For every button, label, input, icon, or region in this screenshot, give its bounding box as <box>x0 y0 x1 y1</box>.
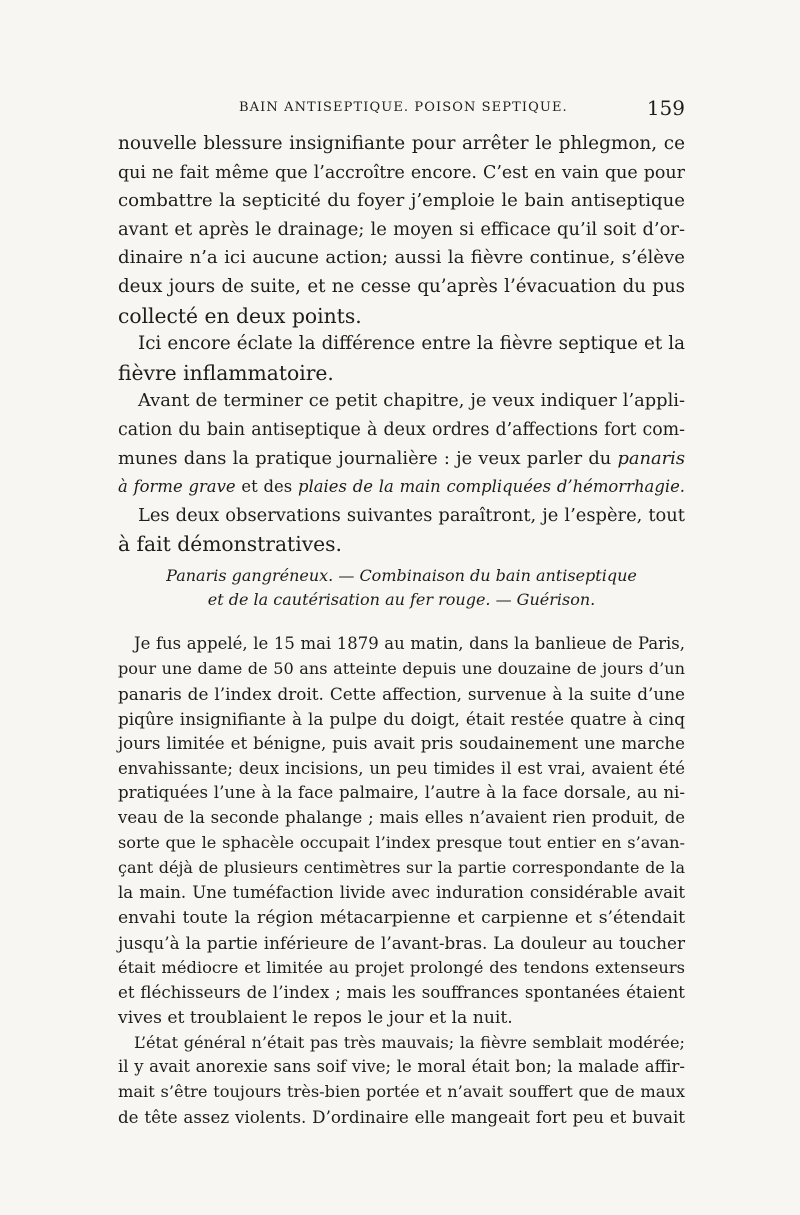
text-line: Ici encore éclate la différence entre la fièvre septique et la <box>138 333 685 355</box>
text-line: avant et après le drainage; le moyen si efficace qu’il soit d’or- <box>118 218 685 240</box>
text-line: envahissante; deux incisions, un peu timides il est vrai, avaient été <box>118 758 685 778</box>
text-line: dinaire n’a ici aucune action; aussi la fièvre continue, s’élève <box>118 247 685 269</box>
text-line: pratiquées l’une à la face palmaire, l’autre à la face dorsale, au ni- <box>118 783 685 803</box>
text-line: était médiocre et limitée au projet prolongé des tendons extenseurs <box>118 957 685 977</box>
running-title: BAIN ANTISEPTIQUE. POISON SEPTIQUE. <box>239 100 568 115</box>
text-line: vives et troublaient le repos le jour et la nuit. <box>118 1007 513 1028</box>
text-line-mixed <box>118 445 685 474</box>
text-line: il y avait anorexie sans soif vive; le moral était bon; la malade affir- <box>118 1057 685 1077</box>
text-line: la main. Une tuméfaction livide avec induration considérable avait <box>118 883 685 903</box>
text-line: panaris de l’index droit. Cette affection, survenue à la suite d’une <box>118 683 685 704</box>
text-run: munes dans la pratique journalière : je veux parler du <box>118 447 612 469</box>
heading-line: et de la cautérisation au fer rouge. — Guérison. <box>207 590 596 609</box>
running-head <box>118 96 685 122</box>
text-line: veau de la seconde phalange ; mais elles n’avaient rien produit, de <box>118 808 685 828</box>
text-run: et des <box>241 477 293 497</box>
text-line: nouvelle blessure insignifiante pour arrêter le phlegmon, ce <box>118 133 685 154</box>
section-heading <box>118 564 685 612</box>
page-number: 159 <box>646 96 685 120</box>
text-line: Avant de terminer ce petit chapitre, je veux indiquer l’appli- <box>138 390 685 412</box>
case-text-block <box>118 632 685 1130</box>
text-line: collecté en deux points. <box>118 303 362 328</box>
text-line: mait s’être toujours très-bien portée et n’avait souffert que de maux <box>118 1082 685 1102</box>
text-line: à fait démonstratives. <box>118 532 343 557</box>
text-line: et fléchisseurs de l’index ; mais les souffrances spontanées étaient <box>118 982 685 1002</box>
text-line: qui ne fait même que l’accroître encore. C’est en vain que pour <box>118 162 685 183</box>
text-line: çant déjà de plusieurs centimètres sur la partie correspondante de la <box>118 858 685 878</box>
text-line: pour une dame de 50 ans atteinte depuis une douzaine de jours d’un <box>118 658 685 678</box>
text-line: L’état général n’était pas très mauvais; la fièvre semblait modérée; <box>134 1032 685 1052</box>
text-line: deux jours de suite, et ne cesse qu’après l’évacuation du pus <box>118 275 685 297</box>
text-line: combattre la septicité du foyer j’emploie le bain antiseptique <box>118 190 685 212</box>
text-line: piqûre insignifiante à la pulpe du doigt, était restée quatre à cinq <box>118 708 685 729</box>
italic-term-forme-grave: à forme grave <box>118 477 236 497</box>
text-line: envahi toute la région métacarpienne et carpienne et s’étendait <box>118 907 685 928</box>
top-text-block <box>118 130 685 559</box>
text-line: fièvre inflammatoire. <box>118 360 334 385</box>
text-line: jours limitée et bénigne, puis avait pris soudainement une marche <box>118 733 685 753</box>
text-line: de tête assez violents. D’ordinaire elle mangeait fort peu et buvait <box>118 1107 685 1128</box>
italic-term-panaris: panaris <box>617 447 685 469</box>
text-line-mixed <box>118 473 685 502</box>
text-line: sorte que le sphacèle occupait l’index presque tout entier en s’avan- <box>118 833 685 853</box>
italic-term-plaies: plaies de la main compliquées d’hémorrhagie. <box>297 477 686 497</box>
text-line: jusqu’à la partie inférieure de l’avant-bras. La douleur au toucher <box>118 932 685 953</box>
heading-line: Panaris gangréneux. — Combinaison du bain antiseptique <box>166 566 637 585</box>
text-line: Les deux observations suivantes paraîtront, je l’espère, tout <box>138 504 685 526</box>
text-line: cation du bain antiseptique à deux ordres d’affections fort com- <box>118 419 685 440</box>
text-line: Je fus appelé, le 15 mai 1879 au matin, dans la banlieue de Paris, <box>134 634 685 653</box>
